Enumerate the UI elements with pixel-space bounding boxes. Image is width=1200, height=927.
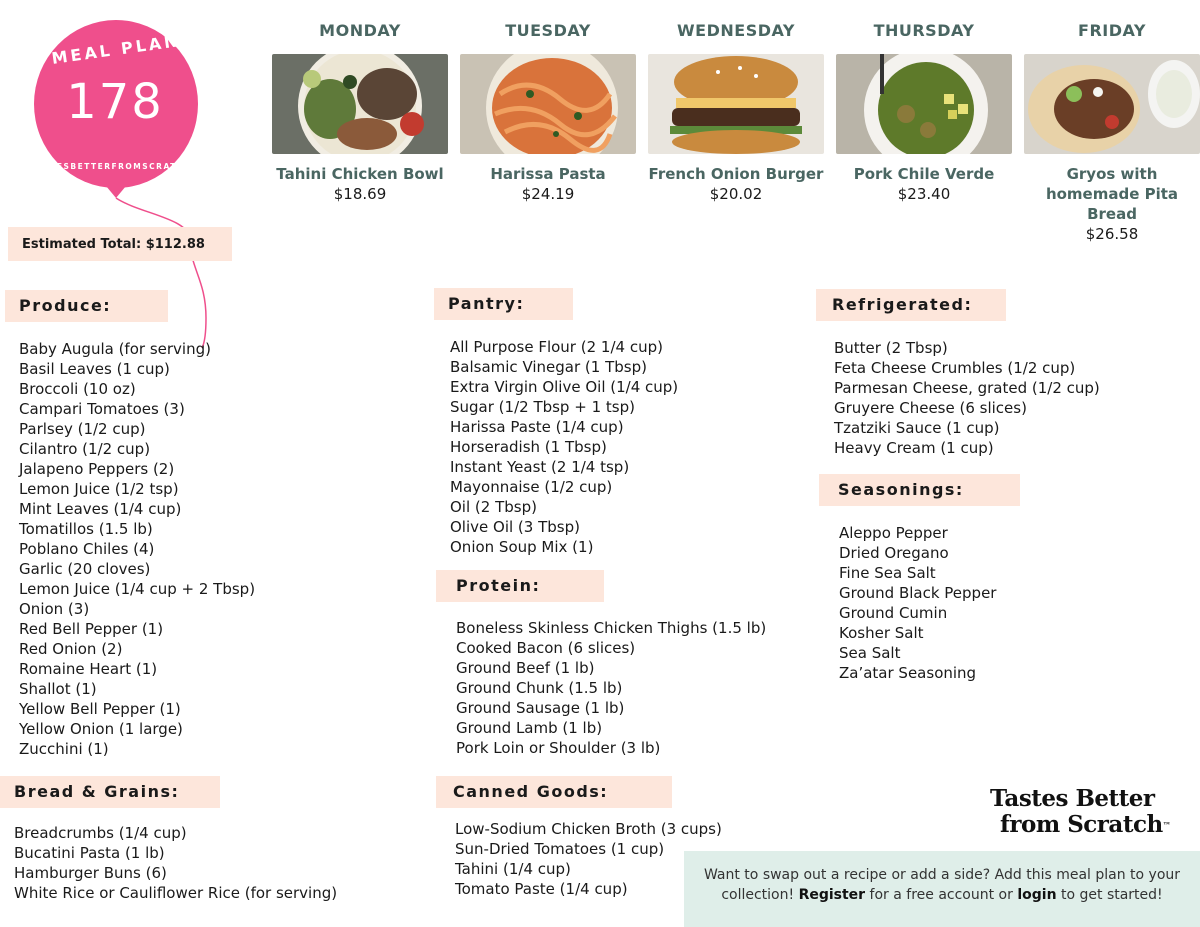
day-name: WEDNESDAY xyxy=(677,21,795,40)
day-tuesday xyxy=(460,14,636,204)
list-item: Breadcrumbs (1/4 cup) xyxy=(14,824,187,842)
list-item: Tomato Paste (1/4 cup) xyxy=(455,880,628,898)
estimated-total: Estimated Total: $112.88 xyxy=(8,227,232,261)
recipe-price: $24.19 xyxy=(521,185,575,203)
list-item: Jalapeno Peppers (2) xyxy=(19,460,175,478)
logo-line-1: Tastes Better xyxy=(990,785,1155,812)
list-item: Extra Virgin Olive Oil (1/4 cup) xyxy=(450,378,679,396)
day-thursday xyxy=(836,14,1012,204)
list-item: Romaine Heart (1) xyxy=(19,660,158,678)
cta-text-2: for a free account or xyxy=(865,887,1018,903)
pantry-header: Pantry: xyxy=(434,288,573,320)
register-link[interactable]: Register xyxy=(798,887,866,903)
list-item: Gruyere Cheese (6 slices) xyxy=(834,399,1027,417)
list-item: Ground Lamb (1 lb) xyxy=(456,719,603,737)
list-item: Broccoli (10 oz) xyxy=(19,380,136,398)
recipe-price: $18.69 xyxy=(333,185,387,203)
list-item: Lemon Juice (1/2 tsp) xyxy=(19,480,179,498)
harissa-pasta-photo[interactable] xyxy=(460,54,636,154)
list-item: Aleppo Pepper xyxy=(839,524,948,542)
cta-text-1: Want to swap out a recipe or add a side? Add this meal plan to your collection! xyxy=(703,867,1181,903)
list-item: Yellow Bell Pepper (1) xyxy=(19,700,181,718)
day-name: TUESDAY xyxy=(505,21,591,40)
recipe-title[interactable]: Gryos with homemade Pita Bread xyxy=(1045,165,1179,223)
list-item: Tzatziki Sauce (1 cup) xyxy=(834,419,1000,437)
list-item: Balsamic Vinegar (1 Tbsp) xyxy=(450,358,647,376)
list-item: Sun-Dried Tomatoes (1 cup) xyxy=(455,840,665,858)
list-item: Dried Oregano xyxy=(839,544,949,562)
protein-header: Protein: xyxy=(436,570,604,602)
recipe-title[interactable]: Tahini Chicken Bowl xyxy=(276,165,444,183)
list-item: Instant Yeast (2 1/4 tsp) xyxy=(450,458,630,476)
list-item: Parmesan Cheese, grated (1/2 cup) xyxy=(834,379,1100,397)
list-item: All Purpose Flour (2 1/4 cup) xyxy=(450,338,663,356)
list-item: Yellow Onion (1 large) xyxy=(19,720,183,738)
gyros-photo[interactable] xyxy=(1024,54,1200,154)
refrigerated-header: Refrigerated: xyxy=(816,289,1006,321)
list-item: Low-Sodium Chicken Broth (3 cups) xyxy=(455,820,722,838)
canned-goods-list xyxy=(455,819,722,899)
day-monday xyxy=(272,14,448,204)
seasonings-header: Seasonings: xyxy=(819,474,1020,506)
cta-box xyxy=(684,851,1200,927)
balloon-website: TASTESBETTERFROMSCRATCH.COM xyxy=(30,162,220,171)
cta-text-3: to get started! xyxy=(1056,887,1163,903)
recipe-title[interactable]: French Onion Burger xyxy=(648,165,824,183)
french-onion-burger-photo[interactable] xyxy=(648,54,824,154)
day-name: THURSDAY xyxy=(873,21,975,40)
list-item: Ground Black Pepper xyxy=(839,584,997,602)
list-item: Za’atar Seasoning xyxy=(839,664,977,682)
list-item: Sea Salt xyxy=(839,644,901,662)
pantry-list xyxy=(450,337,678,557)
list-item: Red Onion (2) xyxy=(19,640,123,658)
recipe-title[interactable]: Pork Chile Verde xyxy=(853,165,995,183)
logo-line-2 xyxy=(990,812,1190,838)
protein-list xyxy=(456,618,766,758)
list-item: Fine Sea Salt xyxy=(839,564,936,582)
list-item: Mayonnaise (1/2 cup) xyxy=(450,478,613,496)
seasonings-list xyxy=(839,523,996,683)
list-item: Butter (2 Tbsp) xyxy=(834,339,948,357)
list-item: Cooked Bacon (6 slices) xyxy=(456,639,636,657)
list-item: Olive Oil (3 Tbsp) xyxy=(450,518,580,536)
day-name: FRIDAY xyxy=(1078,21,1146,40)
balloon-title: MEAL PLAN xyxy=(50,31,182,68)
produce-header: Produce: xyxy=(5,290,168,322)
recipe-price: $26.58 xyxy=(1085,225,1139,243)
list-item: Horseradish (1 Tbsp) xyxy=(450,438,607,456)
tahini-chicken-bowl-photo[interactable] xyxy=(272,54,448,154)
login-link[interactable]: login xyxy=(1017,887,1057,903)
trademark-symbol: ™ xyxy=(1162,820,1171,830)
list-item: Cilantro (1/2 cup) xyxy=(19,440,151,458)
list-item: Ground Sausage (1 lb) xyxy=(456,699,625,717)
list-item: White Rice or Cauliflower Rice (for serving) xyxy=(14,884,338,902)
recipe-price: $23.40 xyxy=(897,185,951,203)
list-item: Ground Cumin xyxy=(839,604,948,622)
list-item: Basil Leaves (1 cup) xyxy=(19,360,170,378)
list-item: Zucchini (1) xyxy=(19,740,109,758)
refrigerated-list xyxy=(834,338,1100,458)
list-item: Poblano Chiles (4) xyxy=(19,540,155,558)
recipe-title[interactable]: Harissa Pasta xyxy=(490,165,606,183)
list-item: Baby Augula (for serving) xyxy=(19,340,211,358)
meal-plan-number: 178 xyxy=(66,74,164,130)
list-item: Bucatini Pasta (1 lb) xyxy=(14,844,165,862)
list-item: Pork Loin or Shoulder (3 lb) xyxy=(456,739,661,757)
produce-list xyxy=(19,339,255,759)
day-wednesday xyxy=(648,14,824,204)
list-item: Onion Soup Mix (1) xyxy=(450,538,594,556)
list-item: Mint Leaves (1/4 cup) xyxy=(19,500,182,518)
list-item: Campari Tomatoes (3) xyxy=(19,400,185,418)
tastes-better-logo[interactable] xyxy=(990,786,1190,838)
list-item: Tomatillos (1.5 lb) xyxy=(19,520,153,538)
bread-grains-header: Bread & Grains: xyxy=(0,776,220,808)
list-item: Hamburger Buns (6) xyxy=(14,864,167,882)
bread-grains-list xyxy=(14,823,337,903)
list-item: Harissa Paste (1/4 cup) xyxy=(450,418,624,436)
day-name: MONDAY xyxy=(319,21,401,40)
list-item: Garlic (20 cloves) xyxy=(19,560,151,578)
list-item: Sugar (1/2 Tbsp + 1 tsp) xyxy=(450,398,635,416)
list-item: Heavy Cream (1 cup) xyxy=(834,439,994,457)
pork-chile-verde-photo[interactable] xyxy=(836,54,1012,154)
list-item: Kosher Salt xyxy=(839,624,924,642)
day-friday xyxy=(1024,14,1200,244)
list-item: Boneless Skinless Chicken Thighs (1.5 lb) xyxy=(456,619,767,637)
recipe-price: $20.02 xyxy=(709,185,763,203)
list-item: Oil (2 Tbsp) xyxy=(450,498,537,516)
list-item: Shallot (1) xyxy=(19,680,97,698)
list-item: Lemon Juice (1/4 cup + 2 Tbsp) xyxy=(19,580,256,598)
list-item: Tahini (1/4 cup) xyxy=(455,860,571,878)
list-item: Ground Beef (1 lb) xyxy=(456,659,595,677)
list-item: Feta Cheese Crumbles (1/2 cup) xyxy=(834,359,1076,377)
canned-goods-header: Canned Goods: xyxy=(436,776,672,808)
logo-line-2-text: from Scratch xyxy=(1000,811,1163,838)
list-item: Red Bell Pepper (1) xyxy=(19,620,164,638)
list-item: Ground Chunk (1.5 lb) xyxy=(456,679,623,697)
list-item: Parlsey (1/2 cup) xyxy=(19,420,146,438)
list-item: Onion (3) xyxy=(19,600,90,618)
